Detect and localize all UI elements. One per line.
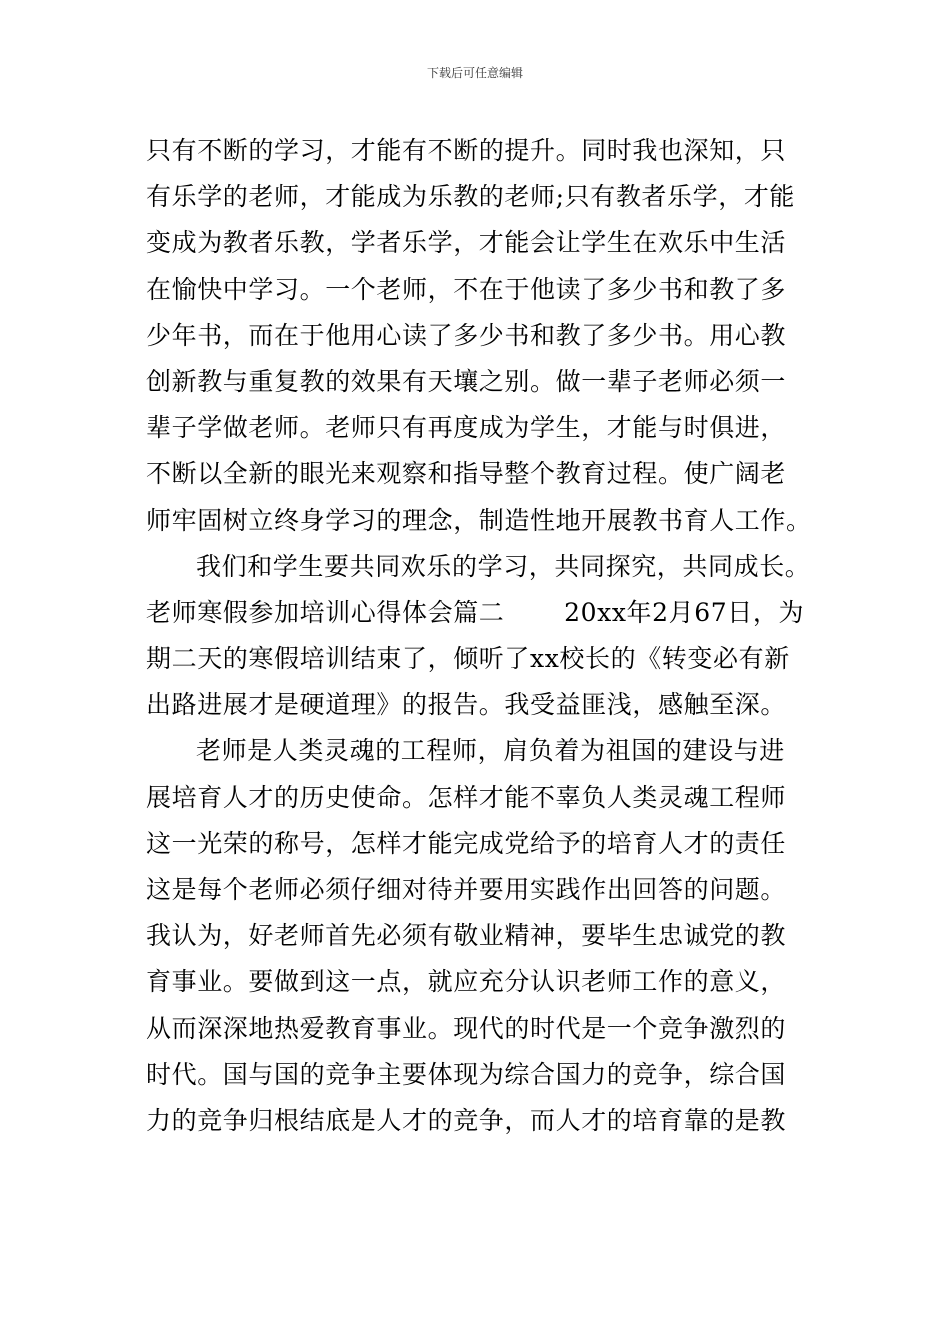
text-line: 老师寒假参加培训心得体会篇二 20xx年2月67日，为 (146, 597, 805, 627)
text-line: 有乐学的老师，才能成为乐教的老师;只有教者乐学，才能 (146, 182, 796, 212)
paragraph-first-line: 老师是人类灵魂的工程师，肩负着为祖国的建设与进 (196, 736, 785, 766)
text-line: 从而深深地热爱教育事业。现代的时代是一个竞争激烈的 (146, 1013, 787, 1043)
text-line: 在愉快中学习。一个老师，不在于他读了多少书和教了多 (146, 274, 787, 304)
text-line: 育事业。要做到这一点，就应充分认识老师工作的意义， (146, 967, 787, 997)
text-line: 这一光荣的称号，怎样才能完成党给予的培育人才的责任 (146, 828, 787, 858)
text-line: 变成为教者乐教，学者乐学，才能会让学生在欢乐中生活 (146, 228, 787, 258)
text-line: 不断以全新的眼光来观察和指导整个教育过程。使广阔老 (146, 459, 787, 489)
page-header: 下载后可任意编辑 (426, 66, 523, 80)
text-line: 力的竞争归根结底是人才的竞争，而人才的培育靠的是教 (146, 1105, 787, 1135)
paragraph-first-line: 我们和学生要共同欢乐的学习，共同探究，共同成长。 (196, 551, 811, 581)
text-line: 这是每个老师必须仔细对待并要用实践作出回答的问题。 (146, 875, 787, 904)
text-line: 期二天的寒假培训结束了，倾听了xx校长的《转变必有新 (146, 644, 790, 674)
body-text (146, 128, 816, 1144)
text-line: 时代。国与国的竞争主要体现为综合国力的竞争，综合国 (146, 1059, 787, 1089)
text-line: 出路进展才是硬道理》的报告。我受益匪浅，感触至深。 (146, 690, 787, 720)
text-line: 只有不断的学习，才能有不断的提升。同时我也深知，只 (146, 136, 787, 165)
text-line: 我认为，好老师首先必须有敬业精神，要毕生忠诚党的教 (146, 921, 787, 951)
text-line: 师牢固树立终身学习的理念，制造性地开展教书育人工作。 (146, 505, 812, 535)
text-line: 创新教与重复教的效果有天壤之别。做一辈子老师必须一 (146, 366, 787, 396)
text-line: 少年书，而在于他用心读了多少书和教了多少书。用心教 (146, 320, 787, 350)
text-line: 展培育人才的历史使命。怎样才能不辜负人类灵魂工程师 (146, 782, 787, 812)
text-line: 辈子学做老师。老师只有再度成为学生，才能与时俱进， (146, 413, 787, 443)
